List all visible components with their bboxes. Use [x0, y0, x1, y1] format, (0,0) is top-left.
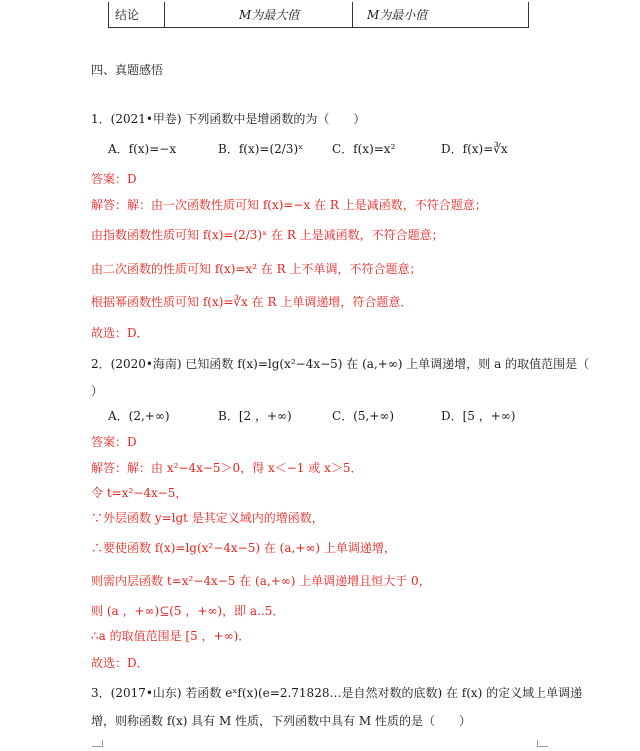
q2-solution-line: ∴a 的取值范围是 [5 ，+∞)．: [91, 629, 251, 643]
table-cell-min: M为最小值: [367, 8, 428, 22]
q2-solution-line: ∴要使函数 f(x)=lg(x²−4x−5) 在 (a,+∞) 上单调递增，: [91, 541, 396, 555]
q2-stem: 2．(2020•海南) 已知函数 f(x)=lg(x²−4x−5) 在 (a,+∞) 上单调递增，则 a 的取值范围是（: [91, 357, 590, 371]
q1-conclusion: 故选：D．: [91, 326, 149, 340]
q2-solution-line: ∵外层函数 y=lgt 是其定义域内的增函数，: [91, 511, 324, 525]
table-cell-label: 结论: [109, 2, 165, 27]
q2-solution-line: 令 t=x²−4x−5，: [91, 486, 188, 500]
q2-conclusion: 故选：D．: [91, 656, 149, 670]
page-margin-mark-right: [537, 740, 548, 747]
q2-solution-line: 则 (a ，+∞)⊆(5 ，+∞)，即 a..5．: [91, 604, 285, 618]
q2-option-a: A．(2,+∞): [108, 409, 170, 423]
q1-stem: 1．(2021•甲卷) 下列函数中是增函数的为（ ）: [91, 112, 366, 126]
q1-solution-line: 由指数函数性质可知 f(x)=(2/3)ˣ 在 R 上是减函数，不符合题意；: [91, 228, 444, 242]
table-cell-max: M为最大值: [165, 2, 353, 27]
q2-option-c: C．(5,+∞): [332, 409, 395, 423]
q2-option-d: D．[5 ，+∞): [441, 409, 516, 423]
q1-option-b: B．f(x)=(2/3)ˣ: [218, 142, 304, 156]
q2-option-b: B．[2 ，+∞): [218, 409, 292, 423]
q1-solution-line: 由二次函数的性质可知 f(x)=x² 在 R 上不单调，不符合题意；: [91, 262, 422, 276]
q1-answer: 答案：D: [91, 172, 137, 186]
q3-stem: 3．(2017•山东) 若函数 eˣf(x)(e=2.71828…是自然对数的底数) 在 f(x) 的定义域上单调递: [91, 686, 583, 700]
q3-stem-cont: 增，则称函数 f(x) 具有 M 性质，下列函数中具有 M 性质的是（ ）: [91, 714, 472, 728]
q1-solution-line: 根据幂函数性质可知 f(x)=∛x 在 R 上单调递增，符合题意．: [91, 295, 413, 309]
q2-solution-line: 解答：解：由 x²−4x−5＞0，得 x＜−1 或 x＞5．: [91, 461, 363, 475]
q2-solution-line: 则需内层函数 t=x²−4x−5 在 (a,+∞) 上单调递增且恒大于 0，: [91, 574, 431, 588]
q1-option-d: D．f(x)=∛x: [441, 142, 508, 156]
q2-answer: 答案：D: [91, 435, 137, 449]
q1-option-a: A．f(x)=−x: [108, 142, 177, 156]
q1-option-c: C．f(x)=x²: [332, 142, 396, 156]
conclusion-table-row: [108, 2, 529, 28]
q2-stem-cont: ）: [91, 384, 104, 398]
q1-solution-line: 解答：解：由一次函数性质可知 f(x)=−x 在 R 上是减函数，不符合题意；: [91, 198, 487, 212]
page-margin-mark-left: [92, 740, 103, 747]
section-title: 四、真题感悟: [91, 63, 164, 77]
